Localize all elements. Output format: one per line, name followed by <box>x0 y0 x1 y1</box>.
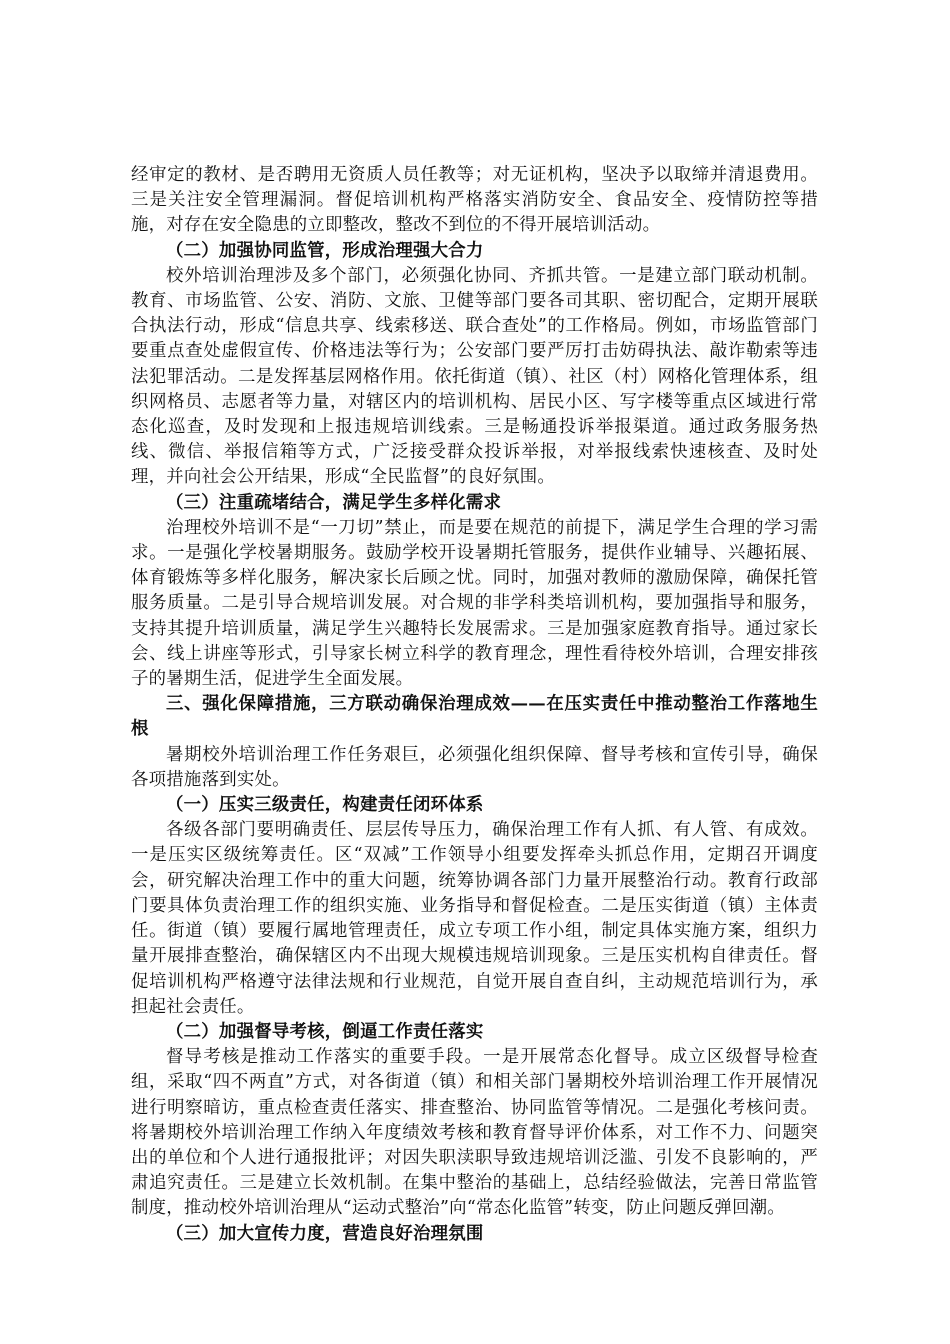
body-paragraph: 治理校外培训不是“一刀切”禁止，而是要在规范的前提下，满足学生合理的学习需求。一是强化学校暑期服务。鼓励学校开设暑期托管服务，提供作业辅导、兴趣拓展、体育锻炼等多样化服务，解决家长后顾之忧。同时，加强对教师的激励保障，确保托管服务质量。二是引导合规培训发展。对合规的非学科类培训机构，要加强指导和服务，支持其提升培训质量，满足学生兴趣特长发展需求。三是加强家庭教育指导。通过家长会、线上讲座等形式，引导家长树立科学的教育理念，理性看待校外培训，合理安排孩子的暑期生活，促进学生全面发展。 <box>131 517 818 690</box>
body-paragraph: 经审定的教材、是否聘用无资质人员任教等；对无证机构，坚决予以取缔并清退费用。三是关注安全管理漏洞。督促培训机构严格落实消防安全、食品安全、疫情防控等措施，对存在安全隐患的立即整改，整改不到位的不得开展培训活动。 <box>131 165 818 236</box>
section-heading: （三）加大宣传力度，营造良好治理氛围 <box>166 1223 484 1244</box>
document-page <box>131 163 818 1247</box>
section-heading: （二）加强督导考核，倒逼工作责任落实 <box>166 1021 484 1042</box>
chapter-heading: 三、强化保障措施，三方联动确保治理成效——在压实责任中推动整治工作落地生根 <box>131 694 818 740</box>
body-paragraph: 暑期校外培训治理工作任务艰巨，必须强化组织保障、督导考核和宣传引导，确保各项措施落到实处。 <box>131 744 818 790</box>
section-heading: （二）加强协同监管，形成治理强大合力 <box>166 240 484 261</box>
section-heading: （一）压实三级责任，构建责任闭环体系 <box>166 795 484 816</box>
body-paragraph: 各级各部门要明确责任、层层传导压力，确保治理工作有人抓、有人管、有成效。一是压实区级统筹责任。区“双减”工作领导小组要发挥牵头抓总作用，定期召开调度会，研究解决治理工作中的重大问题，统筹协调各部门力量开展整治行动。教育行政部门要具体负责治理工作的组织实施、业务指导和督促检查。二是压实街道（镇）主体责任。街道（镇）要履行属地管理责任，成立专项工作小组，制定具体实施方案，组织力量开展排查整治，确保辖区内不出现大规模违规培训现象。三是压实机构自律责任。督促培训机构严格遵守法律法规和行业规范，自觉开展自查自纠，主动规范培训行为，承担起社会责任。 <box>131 820 818 1017</box>
body-paragraph: 督导考核是推动工作落实的重要手段。一是开展常态化督导。成立区级督导检查组，采取“四不两直”方式，对各街道（镇）和相关部门暑期校外培训治理工作开展情况进行明察暗访，重点检查责任落实、排查整治、协同监管等情况。二是强化考核问责。将暑期校外培训治理工作纳入年度绩效考核和教育督导评价体系，对工作不力、问题突出的单位和个人进行通报批评；对因失职渎职导致违规培训泛滥、引发不良影响的，严肃追究责任。三是建立长效机制。在集中整治的基础上，总结经验做法，完善日常监管制度，推动校外培训治理从“运动式整治”向“常态化监管”转变，防止问题反弹回潮。 <box>131 1047 818 1219</box>
section-heading: （三）注重疏堵结合，满足学生多样化需求 <box>166 492 502 513</box>
body-paragraph: 校外培训治理涉及多个部门，必须强化协同、齐抓共管。一是建立部门联动机制。教育、市场监管、公安、消防、文旅、卫健等部门要各司其职、密切配合，定期开展联合执法行动，形成“信息共享、线索移送、联合查处”的工作格局。例如，市场监管部门要重点查处虚假宣传、价格违法等行为；公安部门要严厉打击妨碍执法、敲诈勒索等违法犯罪活动。二是发挥基层网格作用。依托街道（镇）、社区（村）网格化管理体系，组织网格员、志愿者等力量，对辖区内的培训机构、居民小区、写字楼等重点区域进行常态化巡查，及时发现和上报违规培训线索。三是畅通投诉举报渠道。通过政务服务热线、微信、举报信箱等方式，广泛接受群众投诉举报，对举报线索快速核查、及时处理，并向社会公开结果，形成“全民监督”的良好氛围。 <box>131 265 818 488</box>
